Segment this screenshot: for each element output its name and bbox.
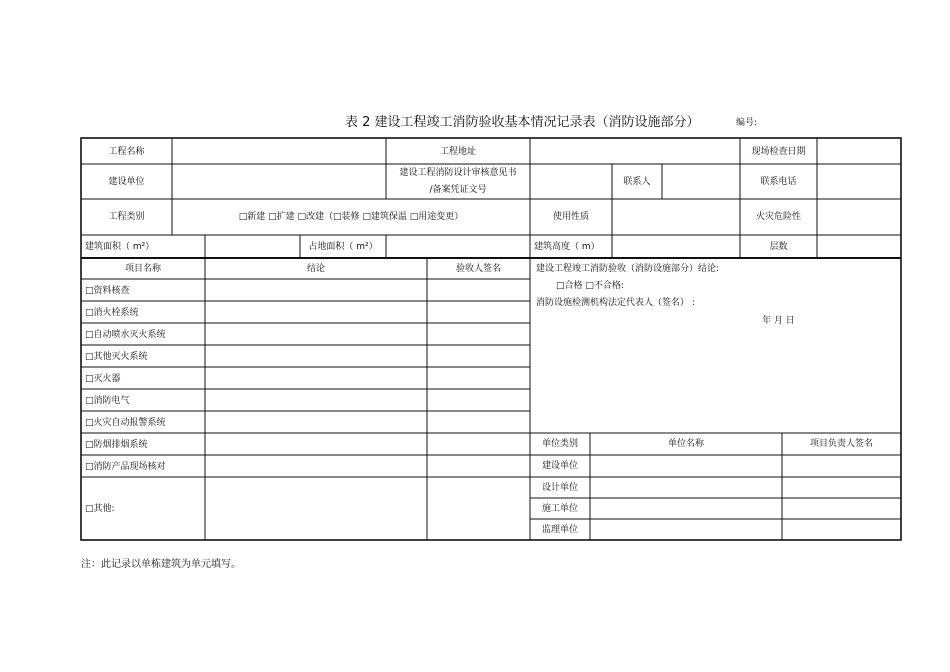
item-sprinkler-system[interactable]: □自动喷水灭火系统 <box>85 330 166 340</box>
item-document-review[interactable]: □资料核查 <box>85 286 130 296</box>
representative-signature-label: 消防设施检测机构法定代表人（签名） : <box>536 298 695 308</box>
conclusion-heading: 建设工程竣工消防验收（消防设施部分）结论: <box>536 264 720 274</box>
item-product-onsite-check[interactable]: □消防产品现场核对 <box>85 462 166 472</box>
review-opinion-label-line1: 建设工程消防设计审核意见书 <box>399 168 517 178</box>
item-other-extinguishing-system[interactable]: □其他灭火系统 <box>85 352 148 362</box>
project-name-label: 工程名称 <box>108 147 145 157</box>
conclusion-options[interactable]: □合格 □不合格: <box>556 281 624 291</box>
project-address-label: 工程地址 <box>439 147 476 157</box>
item-fire-extinguisher[interactable]: □灭火器 <box>85 374 121 384</box>
item-hydrant-system[interactable]: □消火栓系统 <box>85 308 139 318</box>
unit-construction: 建设单位 <box>541 461 578 471</box>
unit-contractor: 施工单位 <box>541 504 578 514</box>
unit-category-header: 单位类别 <box>541 439 578 449</box>
item-fire-alarm-system[interactable]: □火灾自动报警系统 <box>85 418 166 428</box>
item-smoke-control-system[interactable]: □防烟排烟系统 <box>85 440 148 450</box>
inspector-signature-header: 验收人签名 <box>455 264 501 274</box>
item-fire-electrical[interactable]: □消防电气 <box>85 396 130 406</box>
document-number-label: 编号: <box>736 118 758 128</box>
fire-hazard-label: 火灾危险性 <box>755 212 801 222</box>
land-area-label: 占地面积（ m²） <box>308 242 378 252</box>
project-category-options[interactable]: □新建 □扩建 □改建（□装修 □建筑保温 □用途变更） <box>238 212 464 222</box>
form-title: 表 2 建设工程竣工消防验收基本情况记录表（消防设施部分） <box>345 115 700 130</box>
contact-phone-label: 联系电话 <box>760 177 797 187</box>
project-category-label: 工程类别 <box>108 212 145 222</box>
unit-supervision: 监理单位 <box>541 525 578 535</box>
item-other[interactable]: □其他: <box>85 504 115 514</box>
contact-person-label: 联系人 <box>623 177 651 187</box>
inspection-date-label: 现场检查日期 <box>751 147 806 157</box>
usage-nature-label: 使用性质 <box>552 212 589 222</box>
conclusion-header: 结论 <box>306 264 325 274</box>
footnote: 注：此记录以单栋建筑为单元填写。 <box>81 559 241 570</box>
building-area-label: 建筑面积（ m²） <box>85 242 155 252</box>
review-opinion-label-line2: /备案凭证文号 <box>429 185 487 195</box>
item-name-header: 项目名称 <box>124 264 161 274</box>
conclusion-date: 年 月 日 <box>762 316 795 326</box>
project-leader-signature-header: 项目负责人签名 <box>809 439 873 449</box>
unit-name-header: 单位名称 <box>667 439 704 449</box>
floors-label: 层数 <box>769 242 788 252</box>
unit-design: 设计单位 <box>541 483 578 493</box>
building-height-label: 建筑高度（ m） <box>534 242 600 252</box>
construction-unit-label: 建设单位 <box>108 177 145 187</box>
